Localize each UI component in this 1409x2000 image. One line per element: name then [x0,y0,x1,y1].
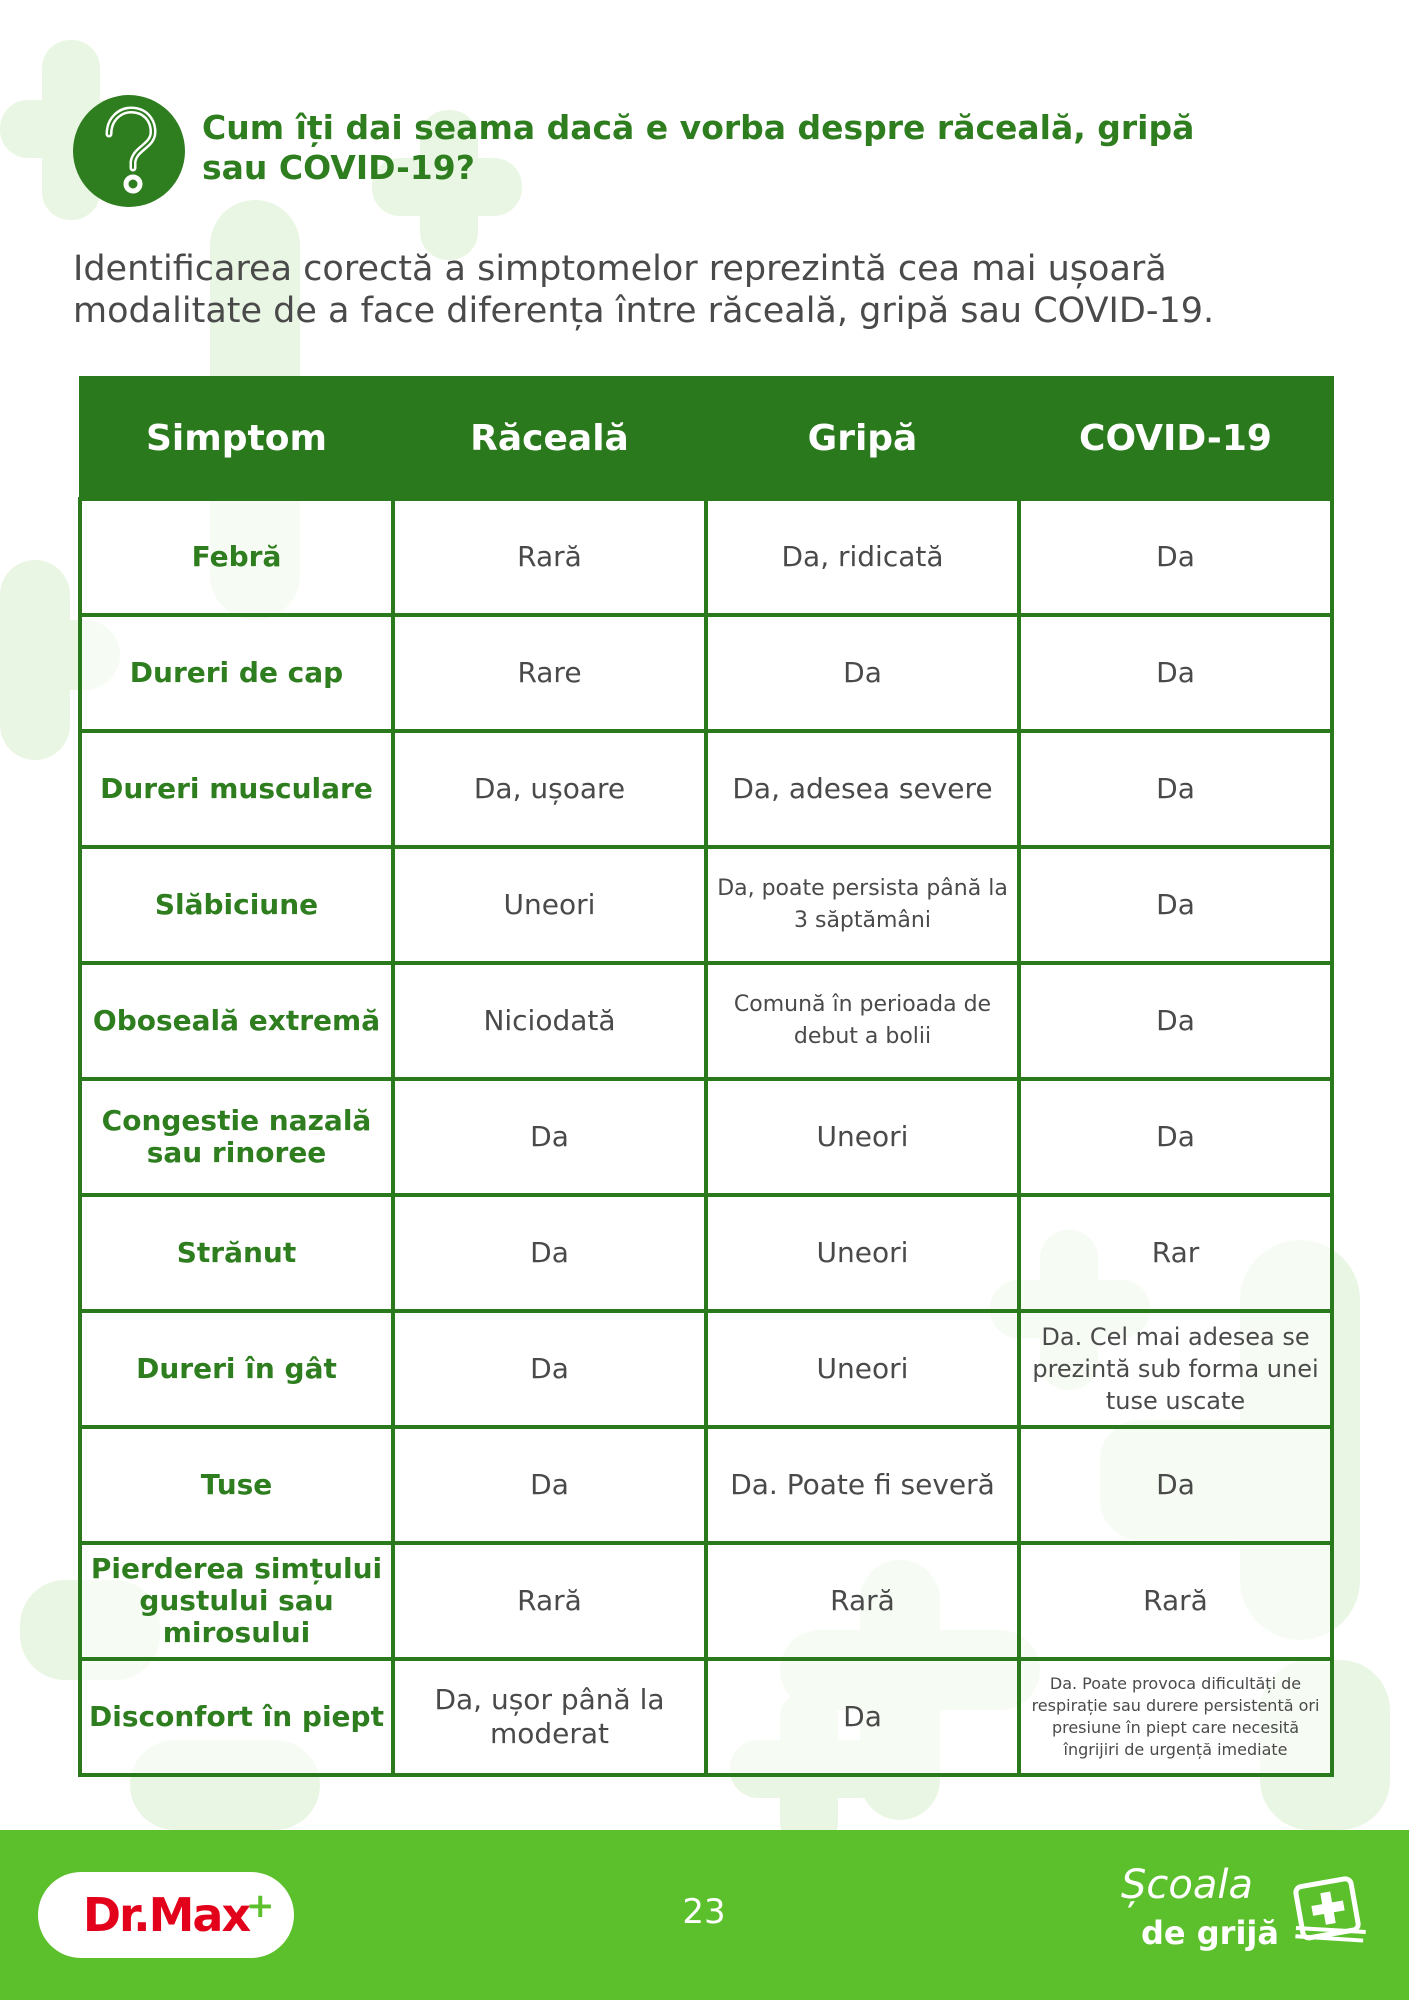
cold-cell: Rară [393,1543,706,1659]
table-row [80,1195,1332,1311]
table-header-row [80,378,1332,500]
symptom-cell: Oboseală extremă [80,963,393,1079]
flu-cell: Da [706,1659,1019,1775]
flu-cell: Uneori [706,1311,1019,1427]
covid-cell: Rară [1019,1543,1332,1659]
cold-cell: Da, ușoare [393,731,706,847]
table-row [80,1311,1332,1427]
flu-cell: Comună în perioada de debut a bolii [706,963,1019,1079]
symptom-cell: Febră [80,499,393,615]
covid-cell: Da [1019,847,1332,963]
covid-cell: Da [1019,615,1332,731]
table-row [80,1659,1332,1775]
cold-cell: Rare [393,615,706,731]
flu-cell: Da, adesea severe [706,731,1019,847]
cold-cell: Rară [393,499,706,615]
flu-cell: Da [706,615,1019,731]
table-row [80,499,1332,615]
first-aid-kit-icon [1287,1866,1371,1950]
page-heading: Cum îți dai seama dacă e vorba despre răceală, gripă sau COVID-19? [202,108,1195,187]
flu-cell: Uneori [706,1079,1019,1195]
symptom-cell: Dureri în gât [80,1311,393,1427]
table-row [80,847,1332,963]
cold-cell: Niciodată [393,963,706,1079]
symptom-cell: Disconfort în piept [80,1659,393,1775]
flu-cell: Rară [706,1543,1019,1659]
table-row [80,1427,1332,1543]
question-mark-icon [73,95,185,207]
drmax-logo-text: Dr.Max [82,1888,250,1942]
covid-cell: Da [1019,1427,1332,1543]
symptom-cell: Congestie nazală sau rinoree [80,1079,393,1195]
page-footer [0,1830,1409,2000]
symptom-cell: Slăbiciune [80,847,393,963]
covid-cell: Da [1019,499,1332,615]
cold-cell: Da, ușor până la moderat [393,1659,706,1775]
table-row [80,1543,1332,1659]
brand-line-2: de grijă [1141,1914,1279,1952]
covid-cell: Da [1019,1079,1332,1195]
flu-cell: Da, ridicată [706,499,1019,615]
symptom-cell: Dureri de cap [80,615,393,731]
cold-cell: Da [393,1079,706,1195]
table-row [80,1079,1332,1195]
page-number: 23 [682,1892,726,1932]
symptom-cell: Pierderea simțului gustului sau mirosului [80,1543,393,1659]
symptom-cell: Tuse [80,1427,393,1543]
cold-cell: Da [393,1427,706,1543]
flu-cell: Da. Poate fi severă [706,1427,1019,1543]
scoala-de-grija-logo [1115,1858,1375,1978]
symptom-cell: Strănut [80,1195,393,1311]
flu-cell: Da, poate persista până la 3 săptămâni [706,847,1019,963]
brand-line-1: Școala [1121,1862,1253,1908]
table-row [80,615,1332,731]
cold-cell: Uneori [393,847,706,963]
column-header-gripa: Gripă [706,378,1019,500]
covid-cell: Rar [1019,1195,1332,1311]
column-header-raceala: Răceală [393,378,706,500]
intro-paragraph: Identificarea corectă a simptomelor reprezintă cea mai ușoară modalitate de a face diferența între răceală, gripă sau COVID-19. [73,249,1215,331]
cold-cell: Da [393,1195,706,1311]
symptom-cell: Dureri musculare [80,731,393,847]
covid-cell: Da [1019,963,1332,1079]
covid-cell: Da. Cel mai adesea se prezintă sub forma unei tuse uscate [1019,1311,1332,1427]
table-row [80,963,1332,1079]
flu-cell: Uneori [706,1195,1019,1311]
column-header-simptom: Simptom [80,378,393,500]
cold-cell: Da [393,1311,706,1427]
column-header-covid: COVID-19 [1019,378,1332,500]
symptoms-comparison-table [78,376,1334,1777]
covid-cell: Da. Poate provoca dificultăți de respirație sau durere persistentă ori presiune în piept care necesită îngrijiri de urgență imediate [1019,1659,1332,1775]
covid-cell: Da [1019,731,1332,847]
table-row [80,731,1332,847]
drmax-logo [38,1872,294,1958]
drmax-logo-plus-icon: + [246,1886,275,1926]
